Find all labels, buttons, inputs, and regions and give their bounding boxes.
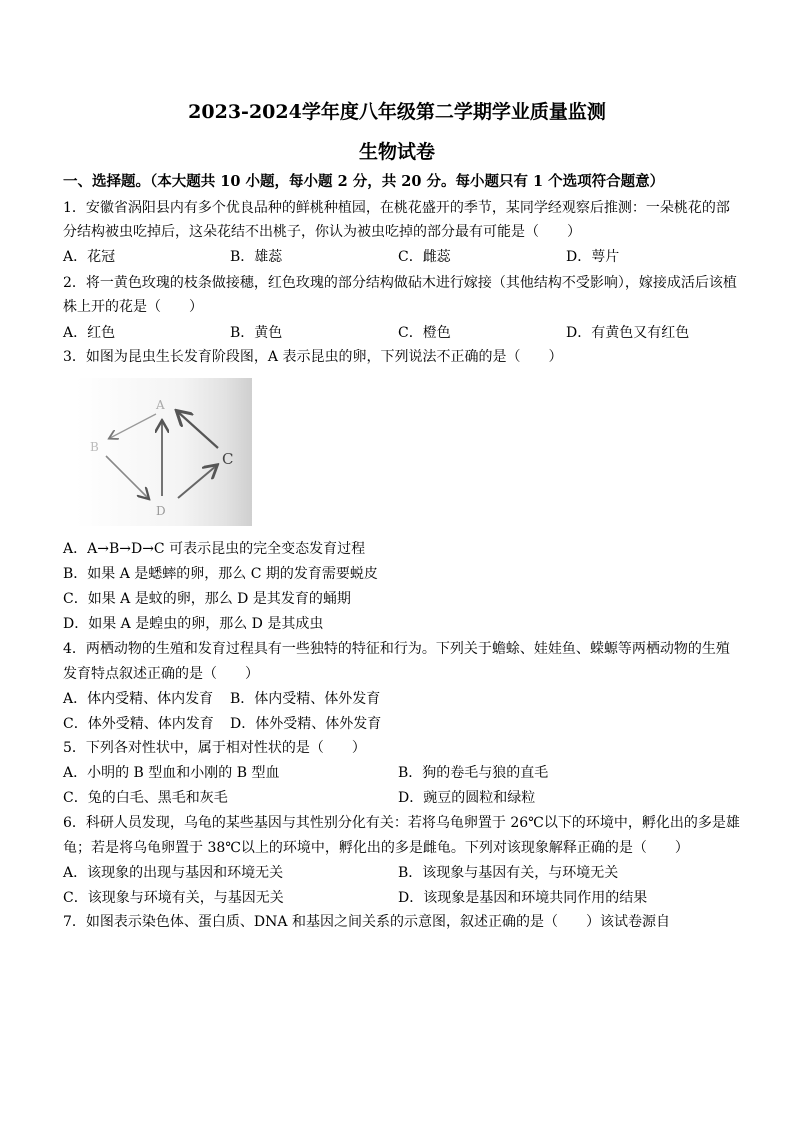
question-2-option-d: D．有黄色又有红色 — [566, 325, 690, 341]
question-1-option-a: A．花冠 — [63, 249, 116, 265]
question-5-option-d: D．豌豆的圆粒和绿粒 — [398, 790, 536, 806]
question-4-option-d: D．体外受精、体外发育 — [230, 716, 382, 732]
diagram-label-d: D — [156, 504, 166, 518]
question-4-option-b: B．体内受精、体外发育 — [230, 691, 381, 707]
question-6-option-b: B．该现象与基因有关，与环境无关 — [398, 865, 619, 881]
question-1-option-d: D．萼片 — [566, 249, 620, 265]
question-3-option-d: D．如果 A 是蝗虫的卵，那么 D 是其成虫 — [63, 616, 324, 632]
section-heading: 一、选择题。（本大题共 10 小题，每小题 2 分，共 20 分。每小题只有 1 个选项符合题意） — [63, 173, 665, 190]
diagram-label-a: A — [156, 398, 165, 412]
question-6-line-1: 6．科研人员发现，乌龟的某些基因与其性别分化有关：若将乌龟卵置于 26℃以下的环境中，孵化出的多是雄 — [63, 815, 740, 831]
question-5-option-b: B．狗的卷毛与狼的直毛 — [398, 765, 549, 781]
question-1-option-c: C．雌蕊 — [398, 249, 451, 265]
question-5-line-1: 5．下列各对性状中，属于相对性状的是（ ） — [63, 740, 366, 756]
question-3-line-1: 3．如图为昆虫生长发育阶段图，A 表示昆虫的卵，下列说法不正确的是（ ） — [63, 349, 563, 365]
question-6-line-2: 龟；若是将乌龟卵置于 38℃以上的环境中，孵化出的多是雌龟。下列对该现象解释正确的是（ ） — [63, 840, 689, 856]
question-4-option-c: C．体外受精、体内发育 — [63, 716, 214, 732]
question-6-option-d: D．该现象是基因和环境共同作用的结果 — [398, 890, 648, 906]
question-2-option-b: B．黄色 — [230, 325, 283, 341]
exam-subtitle: 生物试卷 — [358, 141, 435, 163]
question-7-line-1: 7．如图表示染色体、蛋白质、DNA 和基因之间关系的示意图，叙述正确的是（ ）该试卷源自 — [63, 914, 670, 930]
exam-title: 2023-2024学年度八年级第二学期学业质量监测 — [188, 101, 606, 123]
question-4-line-1: 4．两栖动物的生殖和发育过程具有一些独特的特征和行为。下列关于蟾蜍、娃娃鱼、蝾螈等两栖动物的生殖 — [63, 641, 730, 657]
question-6-option-c: C．该现象与环境有关，与基因无关 — [63, 890, 284, 906]
question-5-option-a: A．小明的 B 型血和小刚的 B 型血 — [63, 765, 280, 781]
question-1-line-1: 1．安徽省涡阳县内有多个优良品种的鲜桃种植园，在桃花盛开的季节，某同学经观察后推测：一朵桃花的部 — [63, 200, 730, 216]
question-2-line-1: 2．将一黄色玫瑰的枝条做接穗，红色玫瑰的部分结构做砧木进行嫁接（其他结构不受影响），嫁接成活后该植 — [63, 275, 737, 291]
question-2-option-a: A．红色 — [63, 325, 116, 341]
question-4-line-2: 发育特点叙述正确的是（ ） — [63, 666, 259, 682]
diagram-label-b: B — [90, 440, 99, 454]
insect-life-cycle-diagram — [76, 378, 252, 526]
question-3-option-c: C．如果 A 是蚊的卵，那么 D 是其发育的蛹期 — [63, 591, 351, 607]
question-1-option-b: B．雄蕊 — [230, 249, 283, 265]
question-3-option-a: A．A→B→D→C 可表示昆虫的完全变态发育过程 — [63, 541, 366, 557]
question-5-option-c: C．兔的白毛、黑毛和灰毛 — [63, 790, 228, 806]
question-2-line-2: 株上开的花是（ ） — [63, 299, 203, 315]
question-3-option-b: B．如果 A 是蟋蟀的卵，那么 C 期的发育需要蜕皮 — [63, 566, 378, 582]
diagram-label-c: C — [222, 450, 234, 468]
question-2-option-c: C．橙色 — [398, 325, 451, 341]
question-4-option-a: A．体内受精、体内发育 — [63, 691, 214, 707]
question-1-line-2: 分结构被虫吃掉后，这朵花结不出桃子，你认为被虫吃掉的部分最有可能是（ ） — [63, 224, 581, 240]
question-6-option-a: A．该现象的出现与基因和环境无关 — [63, 865, 284, 881]
